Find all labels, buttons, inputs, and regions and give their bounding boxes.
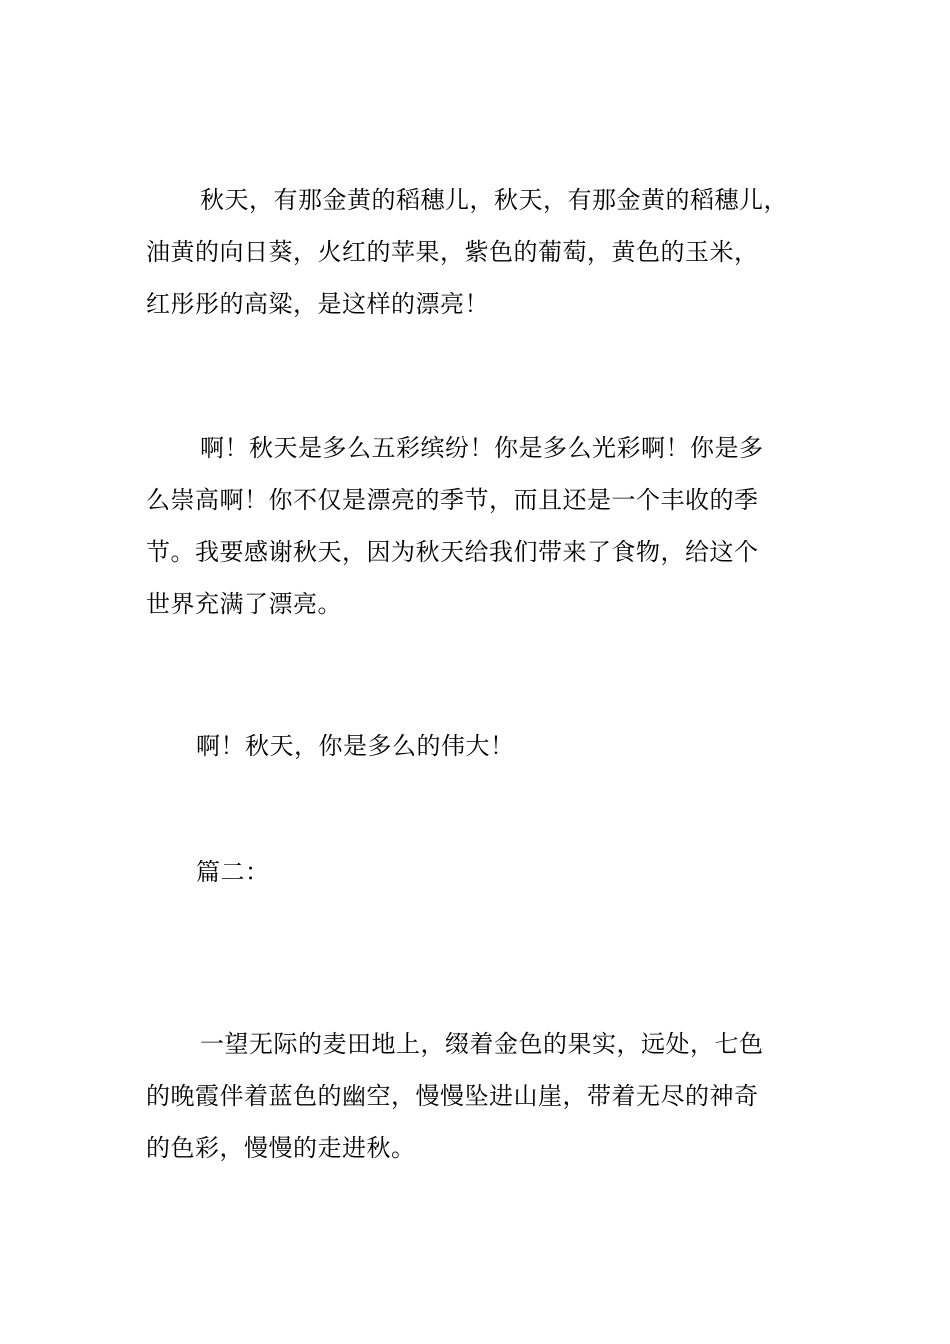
paragraph-autumn-greatness: 啊！秋天，你是多么的伟大！ <box>196 732 515 760</box>
section-heading-part-two: 篇二： <box>196 858 270 886</box>
paragraph-wheat-field: 一望无际的麦田地上，缀着金色的果实，远处，七色 的晚霞伴着蓝色的幽空，慢慢坠进山崖，带着无尽的神奇 的色彩，慢慢的走进秋。 <box>146 1030 764 1162</box>
paragraph-autumn-praise: 啊！秋天是多么五彩缤纷！你是多么光彩啊！你是多 么崇高啊！你不仅是漂亮的季节，而且还是一个丰收的季 节。我要感谢秋天，因为秋天给我们带来了食物，给这个 世界充满了漂亮。 <box>146 434 764 618</box>
paragraph-autumn-harvest-colors: 秋天，有那金黄的稻穗儿，秋天，有那金黄的稻穗儿， 油黄的向日葵，火红的苹果，紫色的葡萄，黄色的玉米， 红彤彤的高粱，是这样的漂亮！ <box>146 186 788 318</box>
